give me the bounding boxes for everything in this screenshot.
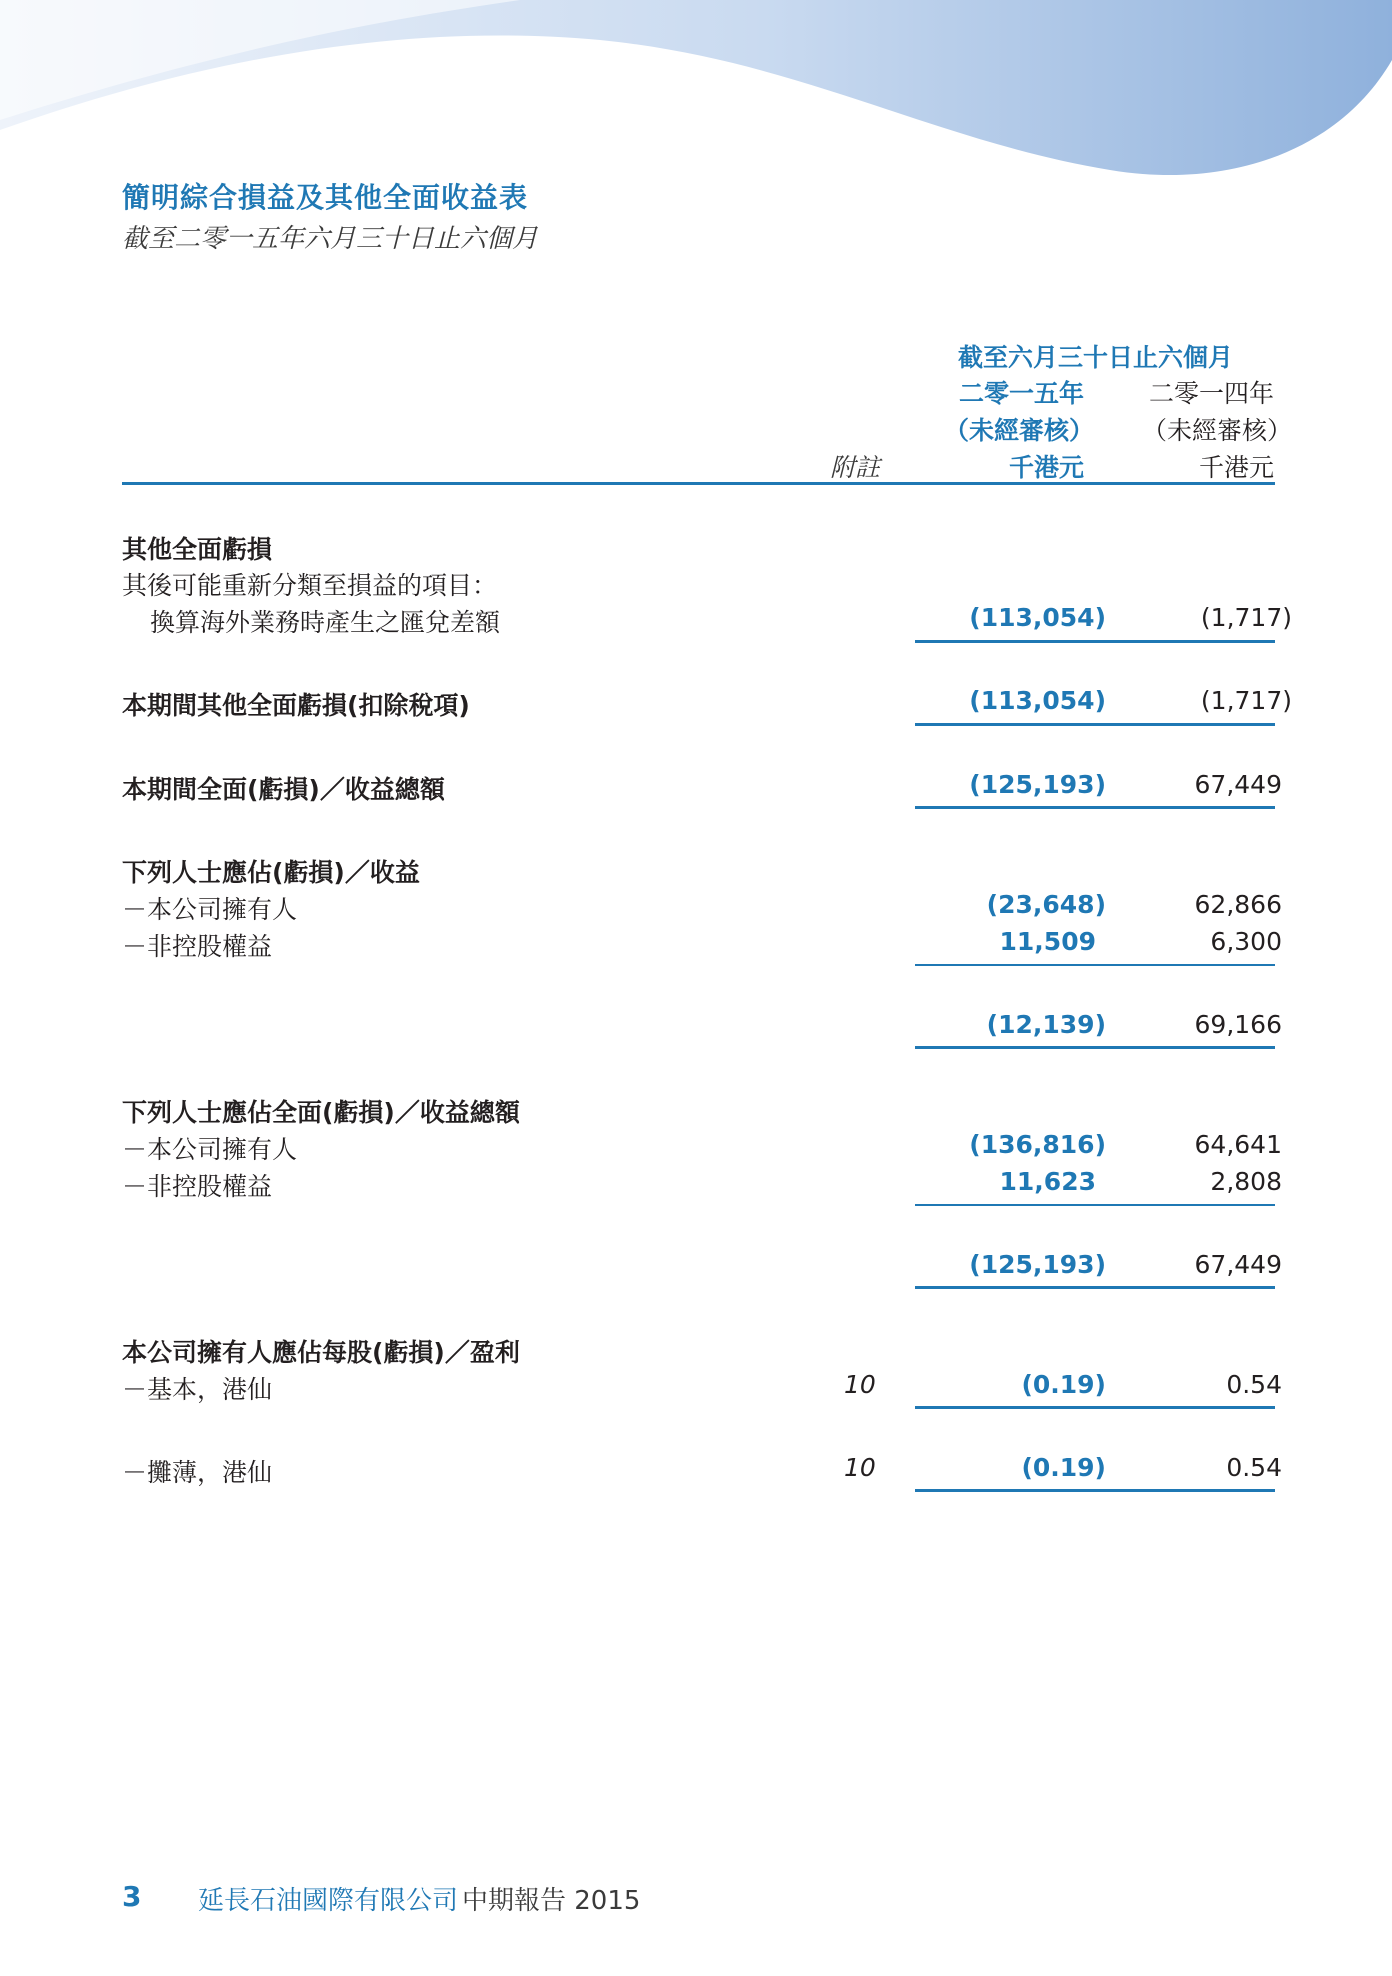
period-header: 截至六月三十日止六個月 <box>958 343 1234 372</box>
table-row <box>0 686 1392 722</box>
total-rule <box>915 806 1275 809</box>
total-rule <box>915 1406 1275 1409</box>
subtotal-rule <box>915 640 1275 643</box>
table-row <box>0 1333 1392 1369</box>
header-rule <box>122 482 1275 485</box>
page-title: 簡明綜合損益及其他全面收益表 <box>122 181 529 214</box>
table-row <box>0 770 1392 806</box>
report-name: 中期報告 2015 <box>462 1886 641 1916</box>
table-row <box>0 1010 1392 1046</box>
value-current: (0.19) <box>1021 1453 1106 1482</box>
value-current: (0.19) <box>1021 1370 1106 1399</box>
value-prior: 62,866 <box>1194 890 1282 919</box>
row-label: 下列人士應佔(虧損)／收益 <box>122 858 420 887</box>
subtotal-rule <box>915 723 1275 726</box>
row-label: －非控股權益 <box>122 932 273 961</box>
row-label: －攤薄，港仙 <box>122 1458 273 1487</box>
table-row <box>0 1167 1392 1203</box>
row-label: 其他全面虧損 <box>122 535 273 564</box>
value-prior: 0.54 <box>1226 1370 1282 1399</box>
table-row <box>0 566 1392 602</box>
table-row <box>0 603 1392 639</box>
value-current: (125,193) <box>969 770 1106 799</box>
note-ref: 10 <box>844 1370 876 1399</box>
note-header: 附註 <box>830 453 881 482</box>
row-label: －本公司擁有人 <box>122 1135 298 1164</box>
row-label: 本期間其他全面虧損(扣除稅項) <box>122 691 470 720</box>
value-prior: (1,717) <box>1200 686 1292 715</box>
value-current: (136,816) <box>969 1130 1106 1159</box>
row-label: 本公司擁有人應佔每股(虧損)／盈利 <box>122 1338 520 1367</box>
value-prior: 2,808 <box>1210 1167 1282 1196</box>
page-number: 3 <box>122 1880 142 1913</box>
value-current: (125,193) <box>969 1250 1106 1279</box>
row-label: －本公司擁有人 <box>122 895 298 924</box>
note-ref: 10 <box>844 1453 876 1482</box>
table-row <box>0 890 1392 926</box>
table-row <box>0 1370 1392 1406</box>
row-label: 下列人士應佔全面(虧損)／收益總額 <box>122 1098 520 1127</box>
row-label: 本期間全面(虧損)／收益總額 <box>122 775 445 804</box>
total-rule <box>915 1046 1275 1049</box>
value-current: 11,623 <box>999 1167 1096 1196</box>
year-prior-header: 二零一四年 <box>1148 379 1274 408</box>
value-current: (12,139) <box>986 1010 1106 1039</box>
value-prior: 69,166 <box>1194 1010 1282 1039</box>
subtotal-rule <box>915 964 1275 966</box>
value-current: (23,648) <box>986 890 1106 919</box>
unit-current-header: 千港元 <box>1008 453 1084 482</box>
row-label: －基本，港仙 <box>122 1375 273 1404</box>
table-row <box>0 927 1392 963</box>
table-row <box>0 530 1392 566</box>
value-current: (113,054) <box>969 686 1106 715</box>
value-prior: (1,717) <box>1200 603 1292 632</box>
value-prior: 0.54 <box>1226 1453 1282 1482</box>
value-prior: 67,449 <box>1194 770 1282 799</box>
total-rule <box>915 1286 1275 1289</box>
total-rule <box>915 1489 1275 1492</box>
value-prior: 67,449 <box>1194 1250 1282 1279</box>
value-prior: 6,300 <box>1210 927 1282 956</box>
decorative-wave-banner <box>0 0 1392 200</box>
unit-prior-header: 千港元 <box>1198 453 1274 482</box>
table-row <box>0 1093 1392 1129</box>
value-prior: 64,641 <box>1194 1130 1282 1159</box>
audit-prior-header: （未經審核） <box>1141 416 1292 445</box>
table-row <box>0 1250 1392 1286</box>
page-subtitle: 截至二零一五年六月三十日止六個月 <box>122 224 539 254</box>
year-current-header: 二零一五年 <box>958 379 1084 408</box>
value-current: 11,509 <box>999 927 1096 956</box>
subtotal-rule <box>915 1204 1275 1206</box>
table-row <box>0 853 1392 889</box>
table-row <box>0 1453 1392 1489</box>
table-row <box>0 1130 1392 1166</box>
audit-current-header: （未經審核） <box>943 416 1094 445</box>
value-current: (113,054) <box>969 603 1106 632</box>
company-name: 延長石油國際有限公司 <box>198 1886 459 1916</box>
row-label: －非控股權益 <box>122 1172 273 1201</box>
row-label: 其後可能重新分類至損益的項目： <box>122 571 498 600</box>
row-label: 換算海外業務時產生之匯兌差額 <box>150 608 501 637</box>
